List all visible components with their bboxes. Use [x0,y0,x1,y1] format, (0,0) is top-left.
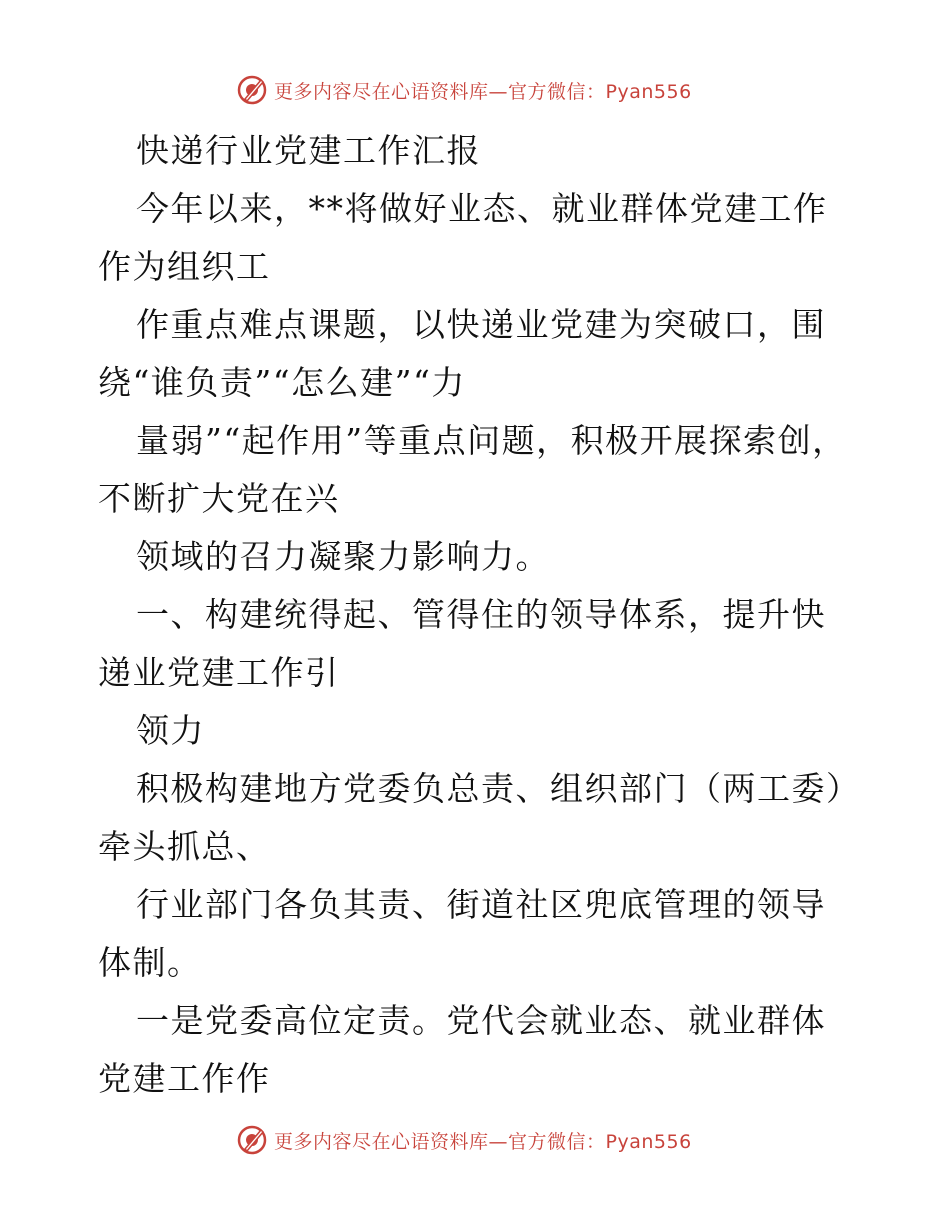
paragraph: 作重点难点课题，以快递业党建为突破口，围绕“谁负责”“怎么建”“力 [98,305,826,402]
document-title: 快递行业党建工作汇报 [136,131,481,170]
paragraph: 行业部门各负其责、街道社区兜底管理的领导体制。 [98,885,826,982]
paragraph: 一是党委高位定责。党代会就业态、就业群体党建工作作 [98,1001,826,1098]
header-watermark-text: 更多内容尽在心语资料库—官方微信：Pyan556 [274,80,692,103]
pen-logo-icon [236,74,268,106]
footer-watermark [236,1122,692,1158]
header-watermark [236,72,692,108]
footer-watermark-text: 更多内容尽在心语资料库—官方微信：Pyan556 [274,1130,692,1153]
paragraph: 今年以来，**将做好业态、就业群体党建工作作为组织工 [98,189,828,286]
pen-logo-icon [236,1124,268,1156]
paragraph: 领域的召力凝聚力影响力。 [136,537,550,576]
paragraph: 量弱”“起作用”等重点问题，积极开展探索创，不断扩大党在兴 [98,421,847,518]
document-body [98,122,858,1108]
section-heading: 一、构建统得起、管得住的领导体系，提升快递业党建工作引 [98,595,826,692]
paragraph: 积极构建地方党委负总责、组织部门（两工委）牵头抓总、 [98,769,844,866]
paragraph: 领力 [136,711,205,750]
